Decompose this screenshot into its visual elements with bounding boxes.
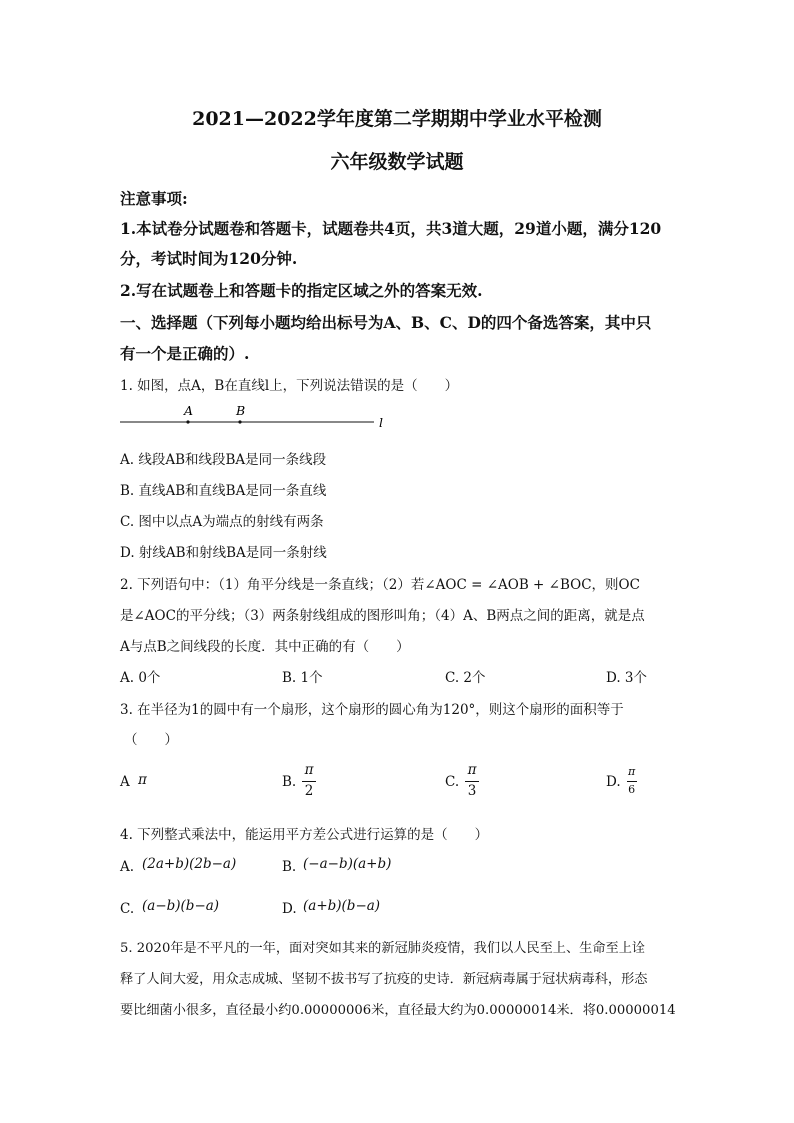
q5-line-1: 5. 2020年是不平凡的一年，面对突如其来的新冠肺炎疫情，我们以人民至上、生命至上诠 [120, 941, 646, 956]
q3-option-b-label: B. [282, 774, 297, 790]
q4-option-d-label: D. [282, 901, 297, 917]
fraction-bar [465, 781, 479, 782]
q3-option-c-label: C. [445, 774, 460, 790]
q2-line-3: A与点B之间线段的长度．其中正确的有（ ） [120, 639, 410, 655]
q4-option-c-label: C. [120, 901, 135, 917]
q4-option-d-value: (a+b)(b−a) [303, 898, 381, 914]
q3-option-d-fraction [626, 766, 637, 796]
q4-option-c-value: (a−b)(b−a) [142, 898, 220, 914]
q3-option-d-label: D. [606, 774, 621, 790]
fraction-bar [627, 781, 637, 782]
q1-option-c: C. 图中以点A为端点的射线有两条 [120, 514, 324, 530]
point-b [238, 420, 241, 423]
q3-line-1: 3. 在半径为1的圆中有一个扇形，这个扇形的圆心角为120°，则这个扇形的面积等于 [120, 702, 624, 718]
fraction-denominator: 6 [628, 782, 636, 796]
q5-line-2: 释了人间大爱，用众志成城、坚韧不拔书写了抗疫的史诗．新冠病毒属于冠状病毒科，形态 [120, 972, 648, 987]
line-figure [118, 402, 398, 432]
fraction-numerator: π [628, 765, 636, 778]
q1-figure [118, 402, 398, 432]
fraction-denominator: 3 [467, 782, 477, 799]
notes-heading: 注意事项: [120, 189, 188, 208]
label-b: B [236, 403, 246, 418]
q4-option-b-label: B. [282, 859, 297, 875]
notes-line-1b: 分，考试时间为120分钟. [120, 249, 298, 268]
q4-option-a-label: A. [120, 859, 135, 875]
q2-option-d: D. 3个 [606, 670, 648, 686]
q2-line-1: 2. 下列语句中：（1）角平分线是一条直线；（2）若∠AOC = ∠AOB + ∠BOC，则OC [120, 577, 640, 593]
fraction-denominator: 2 [304, 782, 314, 799]
q3-option-a-value: π [138, 772, 147, 788]
q2-option-a: A. 0个 [120, 670, 161, 686]
q2-option-c: C. 2个 [445, 670, 486, 686]
fraction-bar [302, 781, 316, 782]
q3-option-b-fraction [302, 763, 316, 799]
notes-line-2: 2.写在试题卷上和答题卡的指定区域之外的答案无效. [120, 281, 483, 300]
label-a: A [184, 403, 194, 418]
q3-option-c-fraction [465, 763, 479, 799]
section1-line-1: 一、选择题（下列每小题均给出标号为A、B、C、D的四个备选答案，其中只 [120, 313, 652, 332]
q5-line-3: 要比细菌小很多，直径最小约0.00000006米，直径最大约为0.00000014米．将0.00000014 [120, 1003, 676, 1018]
section1-line-2: 有一个是正确的）. [120, 344, 250, 363]
q2-line-2: 是∠AOC的平分线；（3）两条射线组成的图形叫角；（4）A、B两点之间的距离，就是点 [120, 608, 645, 624]
exam-title: 2021—2022学年度第二学期期中学业水平检测 [192, 108, 602, 130]
q1-option-b: B. 直线AB和直线BA是同一条直线 [120, 483, 327, 499]
q1-option-a: A. 线段AB和线段BA是同一条线段 [120, 452, 327, 468]
exam-subtitle: 六年级数学试题 [330, 151, 464, 173]
point-a [186, 420, 189, 423]
q3-option-a-label: A [120, 774, 130, 790]
fraction-numerator: π [304, 762, 314, 778]
fraction-numerator: π [467, 762, 477, 778]
label-l: l [379, 415, 383, 430]
q2-option-b: B. 1个 [282, 670, 323, 686]
notes-line-1a: 1.本试卷分试题卷和答题卡，试题卷共4页，共3道大题，29道小题，满分120 [120, 219, 662, 238]
q1-option-d: D. 射线AB和射线BA是同一条射线 [120, 545, 327, 561]
q1-stem: 1. 如图，点A，B在直线l上，下列说法错误的是（ ） [120, 378, 459, 394]
q4-option-b-value: (−a−b)(a+b) [303, 856, 392, 872]
q4-option-a-value: (2a+b)(2b−a) [142, 856, 237, 872]
q4-stem: 4. 下列整式乘法中，能运用平方差公式进行运算的是（ ） [120, 827, 489, 843]
q3-line-2: （ ） [124, 732, 178, 748]
